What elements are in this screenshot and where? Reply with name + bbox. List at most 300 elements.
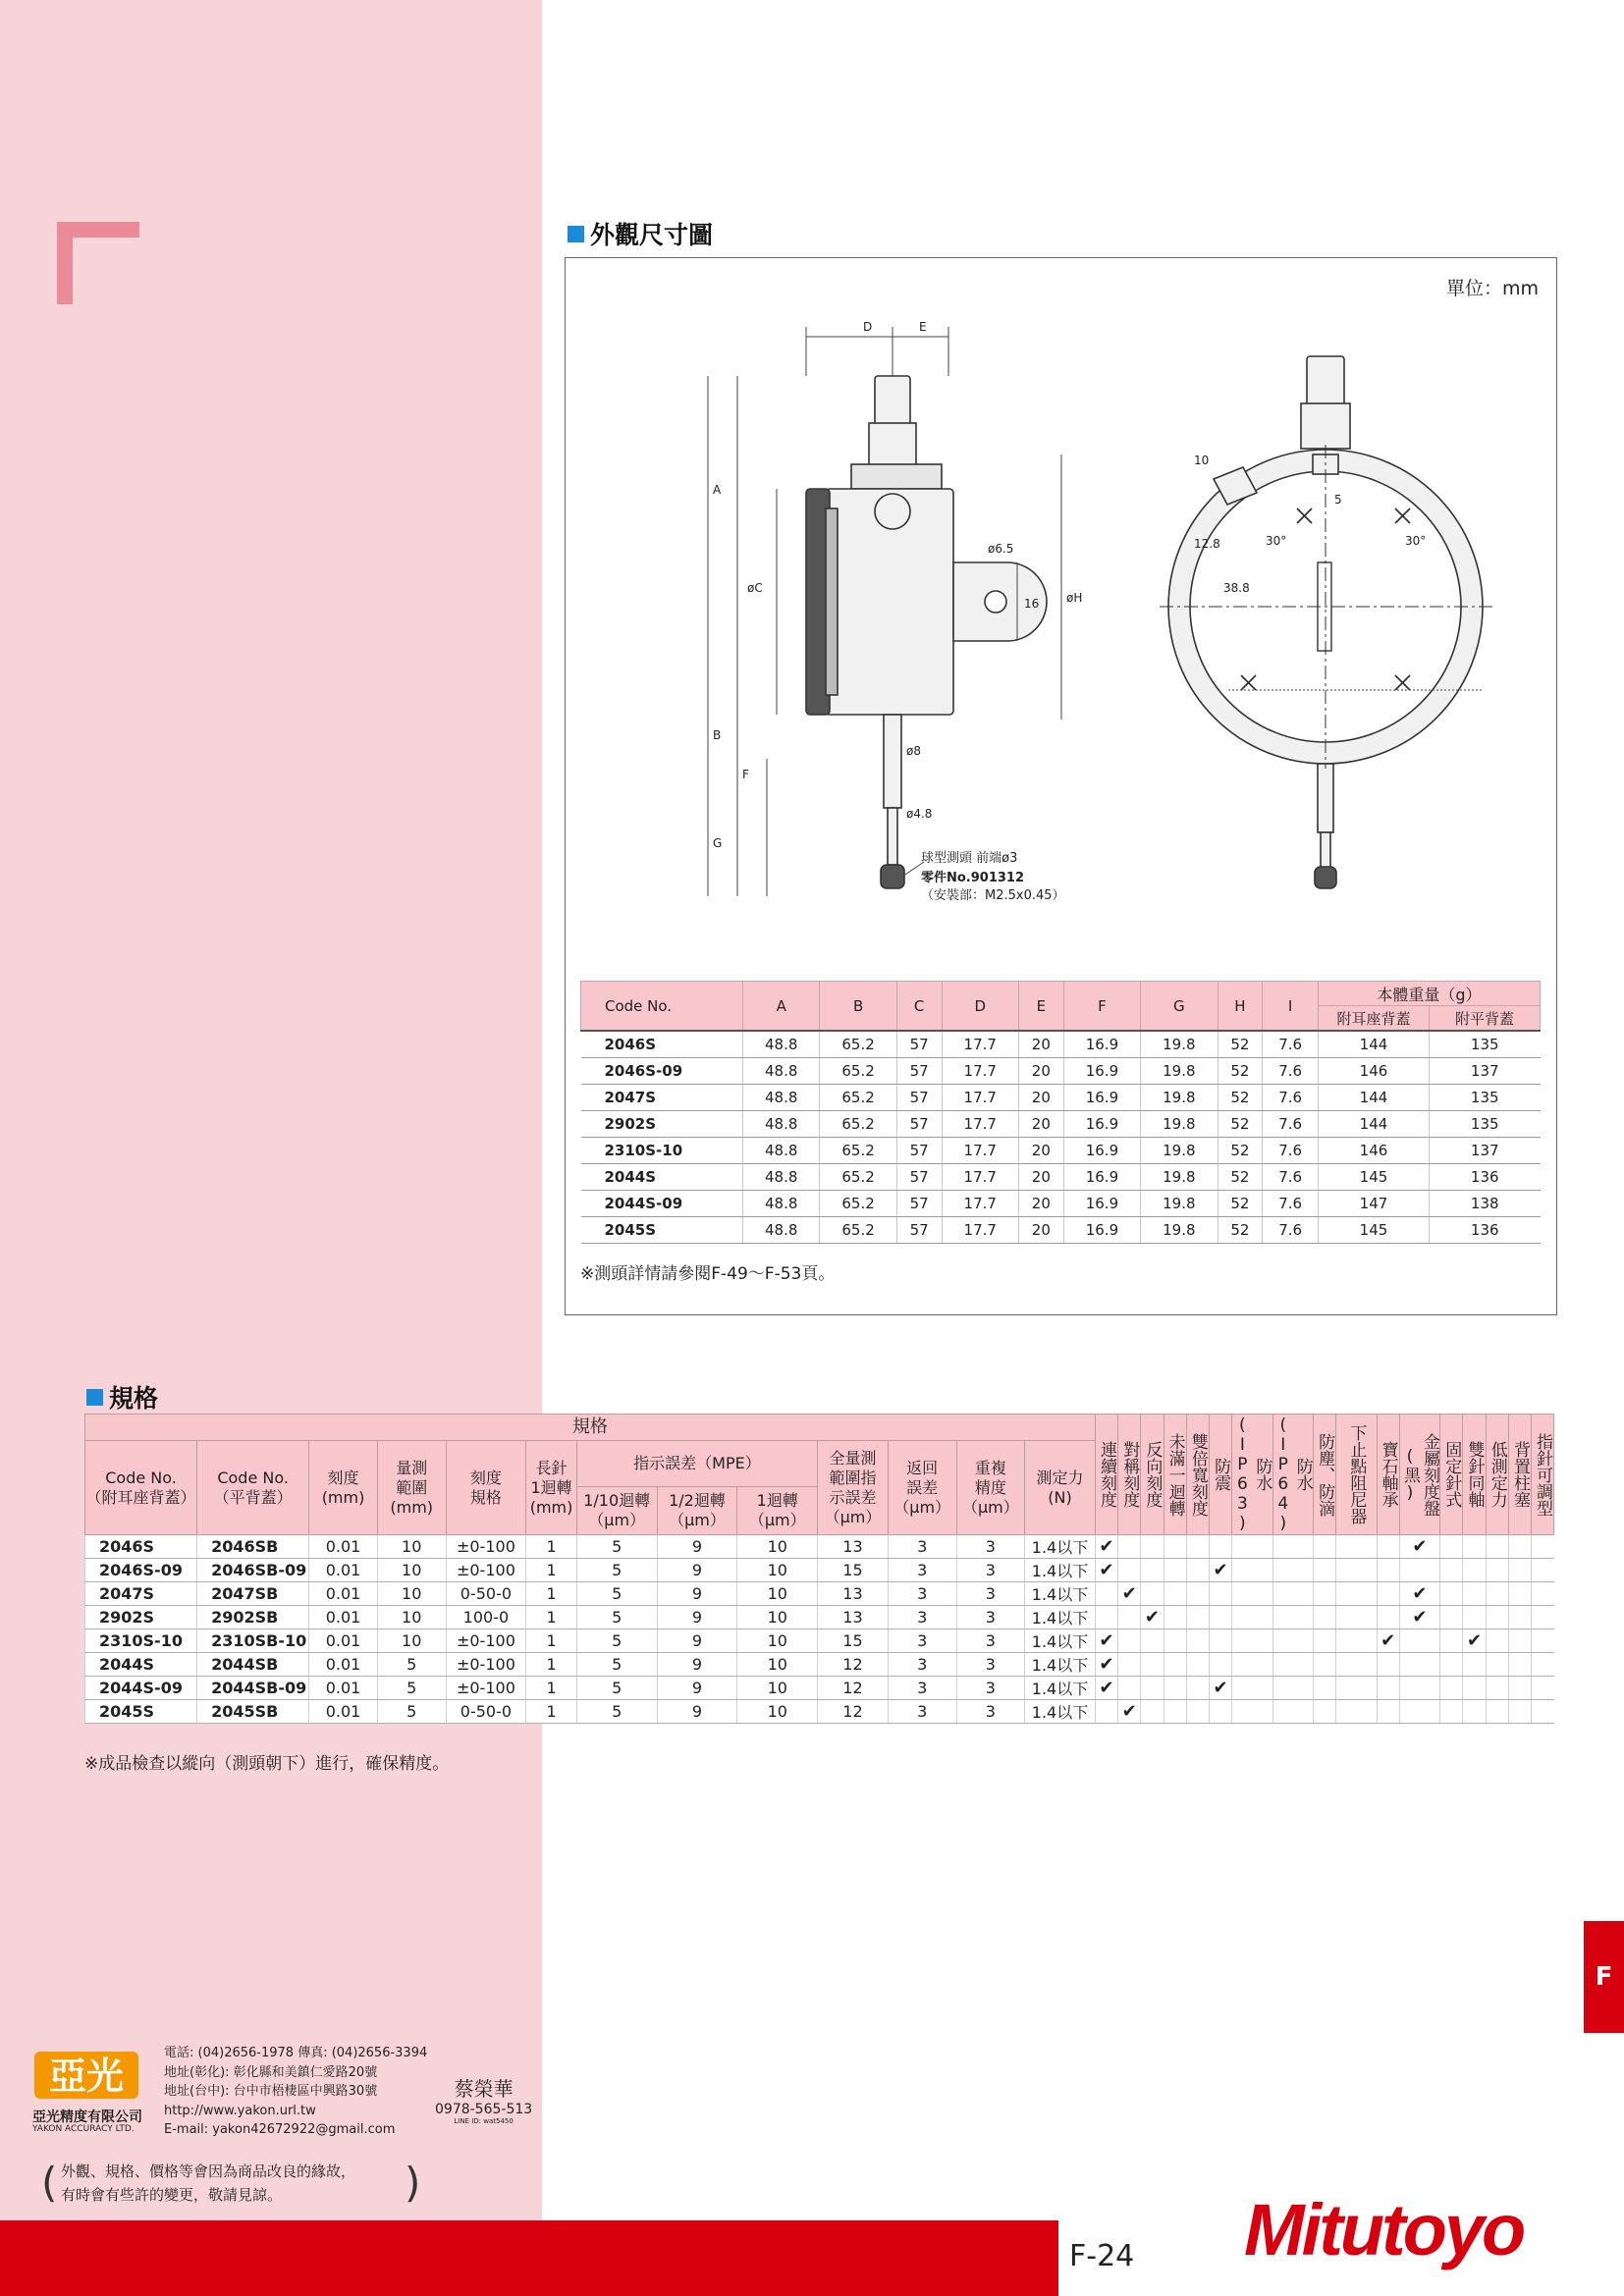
feature-check-cell	[1272, 1582, 1313, 1606]
value-cell: 65.2	[820, 1058, 896, 1085]
feature-check-cell	[1508, 1535, 1531, 1559]
value-cell: 65.2	[820, 1191, 896, 1217]
feature-check-cell	[1377, 1677, 1399, 1700]
code-cell: 2902S	[85, 1606, 197, 1629]
value-cell: 10	[737, 1606, 818, 1629]
value-cell: 0-50-0	[446, 1582, 526, 1606]
value-cell: 17.7	[942, 1085, 1018, 1111]
value-cell: 20	[1018, 1217, 1063, 1244]
value-cell: 15	[818, 1629, 889, 1653]
value-cell: 5	[576, 1700, 657, 1724]
value-cell: 5	[377, 1700, 446, 1724]
value-cell: 16.9	[1063, 1217, 1140, 1244]
value-cell: ±0-100	[446, 1629, 526, 1653]
feature-check-cell	[1532, 1677, 1554, 1700]
value-cell: 1.4以下	[1025, 1559, 1096, 1582]
value-cell: 3	[888, 1535, 956, 1559]
feature-check-cell	[1232, 1700, 1272, 1724]
feature-col: 下止點阻尼器	[1336, 1415, 1377, 1535]
value-cell: 5	[576, 1629, 657, 1653]
value-cell: 0.01	[309, 1606, 378, 1629]
value-cell: 1.4以下	[1025, 1629, 1096, 1653]
feature-check-cell	[1313, 1629, 1335, 1653]
value-cell: 19.8	[1141, 1058, 1218, 1085]
value-cell: 136	[1430, 1164, 1541, 1191]
table-row	[581, 1111, 1541, 1138]
feature-col: 反向刻度	[1141, 1415, 1164, 1535]
feature-check-cell	[1313, 1559, 1335, 1582]
value-cell: 65.2	[820, 1164, 896, 1191]
feature-check-cell	[1486, 1677, 1508, 1700]
value-cell: 9	[657, 1629, 737, 1653]
table-row	[581, 1031, 1541, 1058]
feature-check-cell	[1532, 1629, 1554, 1653]
feature-check-cell	[1141, 1582, 1164, 1606]
feature-check-cell	[1232, 1559, 1272, 1582]
feature-check-cell	[1532, 1653, 1554, 1677]
value-cell: 48.8	[743, 1164, 820, 1191]
value-cell: 57	[896, 1111, 942, 1138]
feature-col: 對稱刻度	[1118, 1415, 1141, 1535]
feature-check-cell: ✔	[1209, 1677, 1231, 1700]
feature-check-cell	[1508, 1700, 1531, 1724]
value-cell: 146	[1319, 1058, 1430, 1085]
dim-label-b: B	[713, 728, 722, 742]
code-cell: 2045SB	[197, 1700, 309, 1724]
table-row	[85, 1677, 1554, 1700]
value-cell: 3	[888, 1606, 956, 1629]
code-cell: 2046SB	[197, 1535, 309, 1559]
dim-label-16: 16	[1024, 597, 1040, 611]
feature-check-cell	[1232, 1582, 1272, 1606]
feature-col: 連續刻度	[1095, 1415, 1117, 1535]
code-cell: 2044SB	[197, 1653, 309, 1677]
value-cell: 0-50-0	[446, 1700, 526, 1724]
value-cell: 10	[737, 1629, 818, 1653]
value-cell: 3	[888, 1700, 956, 1724]
feature-check-cell	[1486, 1535, 1508, 1559]
feature-col: 寶石軸承	[1377, 1415, 1399, 1535]
code-cell: 2310S-10	[581, 1138, 743, 1164]
value-cell: 10	[737, 1535, 818, 1559]
chapter-tab: F	[1584, 1921, 1624, 2033]
value-cell: 1	[526, 1535, 576, 1559]
feature-check-cell	[1508, 1606, 1531, 1629]
code-cell: 2044S	[85, 1653, 197, 1677]
table-row	[85, 1535, 1554, 1559]
value-cell: 0.01	[309, 1653, 378, 1677]
value-cell: 1.4以下	[1025, 1582, 1096, 1606]
feature-check-cell	[1399, 1559, 1439, 1582]
feature-check-cell	[1440, 1677, 1463, 1700]
value-cell: 65.2	[820, 1217, 896, 1244]
dim-label-d: D	[863, 320, 873, 334]
value-cell: 3	[888, 1582, 956, 1606]
value-cell: 65.2	[820, 1138, 896, 1164]
value-cell: 10	[737, 1559, 818, 1582]
feature-col: 雙針同軸	[1463, 1415, 1486, 1535]
dim-label-5: 5	[1334, 493, 1342, 507]
value-cell: 10	[737, 1653, 818, 1677]
feature-check-cell	[1336, 1582, 1377, 1606]
feature-check-cell	[1377, 1535, 1399, 1559]
brand-logo: Mitutoyo	[1244, 2189, 1524, 2270]
feature-check-cell	[1095, 1700, 1117, 1724]
value-cell: 52	[1218, 1138, 1263, 1164]
value-cell: 10	[377, 1606, 446, 1629]
feature-check-cell	[1336, 1700, 1377, 1724]
value-cell: 10	[737, 1700, 818, 1724]
value-cell: 5	[576, 1677, 657, 1700]
value-cell: 7.6	[1263, 1085, 1319, 1111]
feature-check-cell	[1336, 1606, 1377, 1629]
dim-label-f: F	[742, 768, 749, 781]
feature-check-cell	[1232, 1606, 1272, 1629]
feature-check-cell	[1463, 1677, 1486, 1700]
feature-check-cell	[1186, 1677, 1209, 1700]
value-cell: 7.6	[1263, 1138, 1319, 1164]
code-cell: 2047S	[581, 1085, 743, 1111]
value-cell: 19.8	[1141, 1111, 1218, 1138]
feature-check-cell	[1486, 1653, 1508, 1677]
value-cell: 20	[1018, 1138, 1063, 1164]
value-cell: 17.7	[942, 1031, 1018, 1058]
value-cell: 65.2	[820, 1031, 896, 1058]
feature-check-cell	[1118, 1653, 1141, 1677]
probe-note-1: 球型測頭 前端ø3	[921, 851, 1018, 866]
value-cell: 3	[956, 1559, 1025, 1582]
value-cell: 19.8	[1141, 1217, 1218, 1244]
value-cell: 3	[956, 1677, 1025, 1700]
value-cell: 10	[377, 1535, 446, 1559]
value-cell: 147	[1319, 1191, 1430, 1217]
feature-check-cell	[1486, 1606, 1508, 1629]
probe-note: ※測頭詳情請參閱F-49～F-53頁。	[580, 1264, 836, 1284]
feature-check-cell	[1186, 1653, 1209, 1677]
value-cell: 16.9	[1063, 1111, 1140, 1138]
value-cell: 5	[576, 1559, 657, 1582]
value-cell: ±0-100	[446, 1535, 526, 1559]
code-cell: 2045S	[85, 1700, 197, 1724]
probe-note-3: （安裝部：M2.5x0.45）	[921, 888, 1065, 903]
value-cell: 1	[526, 1700, 576, 1724]
feature-check-cell	[1336, 1559, 1377, 1582]
value-cell: 9	[657, 1582, 737, 1606]
feature-check-cell	[1209, 1606, 1231, 1629]
table-row	[85, 1582, 1554, 1606]
value-cell: 0.01	[309, 1629, 378, 1653]
value-cell: 3	[956, 1535, 1025, 1559]
company-name-cn: 亞光精度有限公司	[32, 2109, 142, 2125]
website-link[interactable]: http://www.yakon.url.tw	[164, 2103, 316, 2118]
value-cell: 0.01	[309, 1559, 378, 1582]
feature-check-cell	[1508, 1582, 1531, 1606]
feature-check-cell	[1141, 1629, 1164, 1653]
table-row	[581, 1191, 1541, 1217]
feature-check-cell	[1377, 1700, 1399, 1724]
feature-check-cell	[1209, 1653, 1231, 1677]
value-cell: 5	[576, 1606, 657, 1629]
feature-check-cell	[1095, 1606, 1117, 1629]
value-cell: 52	[1218, 1164, 1263, 1191]
company-logo	[32, 2048, 140, 2103]
value-cell: 1	[526, 1606, 576, 1629]
code-cell: 2046S-09	[581, 1058, 743, 1085]
value-cell: 20	[1018, 1111, 1063, 1138]
feature-col: 雙倍寬刻度	[1186, 1415, 1209, 1535]
code-cell: 2047SB	[197, 1582, 309, 1606]
feature-check-cell: ✔	[1399, 1606, 1439, 1629]
section-title-dimensions: 外觀尺寸圖	[568, 216, 713, 251]
value-cell: 16.9	[1063, 1191, 1140, 1217]
value-cell: 137	[1430, 1058, 1541, 1085]
feature-check-cell	[1377, 1653, 1399, 1677]
feature-check-cell	[1313, 1535, 1335, 1559]
value-cell: 12	[818, 1653, 889, 1677]
value-cell: 1	[526, 1677, 576, 1700]
value-cell: 16.9	[1063, 1085, 1140, 1111]
feature-check-cell	[1440, 1559, 1463, 1582]
dim-label-388: 38.8	[1223, 581, 1250, 595]
feature-check-cell	[1164, 1653, 1186, 1677]
value-cell: 7.6	[1263, 1111, 1319, 1138]
feature-check-cell	[1118, 1535, 1141, 1559]
value-cell: 3	[956, 1700, 1025, 1724]
value-cell: 20	[1018, 1058, 1063, 1085]
feature-check-cell	[1313, 1653, 1335, 1677]
value-cell: 10	[737, 1677, 818, 1700]
value-cell: 5	[576, 1653, 657, 1677]
value-cell: 9	[657, 1677, 737, 1700]
section-title-specs: 規格	[86, 1379, 158, 1415]
code-cell: 2310SB-10	[197, 1629, 309, 1653]
value-cell: 17.7	[942, 1138, 1018, 1164]
feature-check-cell	[1463, 1535, 1486, 1559]
feature-check-cell	[1232, 1629, 1272, 1653]
feature-check-cell	[1486, 1559, 1508, 1582]
feature-check-cell	[1141, 1535, 1164, 1559]
value-cell: 10	[737, 1582, 818, 1606]
value-cell: 137	[1430, 1138, 1541, 1164]
code-cell: 2044S-09	[85, 1677, 197, 1700]
dim-label-a: A	[713, 483, 722, 497]
feature-check-cell	[1440, 1653, 1463, 1677]
value-cell: 5	[576, 1582, 657, 1606]
dim-label-128: 12.8	[1194, 537, 1220, 551]
feature-check-cell	[1186, 1559, 1209, 1582]
value-cell: ±0-100	[446, 1677, 526, 1700]
value-cell: 5	[377, 1677, 446, 1700]
value-cell: ±0-100	[446, 1559, 526, 1582]
feature-check-cell	[1532, 1700, 1554, 1724]
value-cell: 57	[896, 1138, 942, 1164]
feature-check-cell	[1209, 1700, 1231, 1724]
feature-check-cell	[1313, 1677, 1335, 1700]
value-cell: 1	[526, 1582, 576, 1606]
feature-check-cell	[1209, 1535, 1231, 1559]
value-cell: 1.4以下	[1025, 1653, 1096, 1677]
value-cell: 135	[1430, 1085, 1541, 1111]
feature-check-cell	[1272, 1677, 1313, 1700]
blue-square-icon	[86, 1389, 103, 1406]
value-cell: 52	[1218, 1217, 1263, 1244]
feature-check-cell	[1141, 1677, 1164, 1700]
code-cell: 2044S	[581, 1164, 743, 1191]
feature-check-cell	[1486, 1582, 1508, 1606]
value-cell: 1.4以下	[1025, 1700, 1096, 1724]
value-cell: 17.7	[942, 1191, 1018, 1217]
feature-check-cell	[1377, 1606, 1399, 1629]
value-cell: 9	[657, 1606, 737, 1629]
value-cell: 57	[896, 1191, 942, 1217]
code-cell: 2310S-10	[85, 1629, 197, 1653]
feature-check-cell	[1186, 1629, 1209, 1653]
value-cell: 10	[377, 1559, 446, 1582]
value-cell: 65.2	[820, 1111, 896, 1138]
table-row	[581, 1138, 1541, 1164]
feature-check-cell	[1377, 1559, 1399, 1582]
value-cell: 19.8	[1141, 1191, 1218, 1217]
value-cell: 144	[1319, 1085, 1430, 1111]
feature-check-cell	[1141, 1653, 1164, 1677]
dim-label-d65: ø6.5	[988, 542, 1014, 556]
value-cell: 1	[526, 1653, 576, 1677]
value-cell: 3	[956, 1653, 1025, 1677]
table-row	[581, 1085, 1541, 1111]
feature-check-cell	[1186, 1535, 1209, 1559]
feature-check-cell	[1463, 1653, 1486, 1677]
feature-check-cell	[1272, 1559, 1313, 1582]
feature-check-cell	[1399, 1629, 1439, 1653]
feature-col: 固定針式	[1440, 1415, 1463, 1535]
value-cell: 16.9	[1063, 1138, 1140, 1164]
value-cell: 48.8	[743, 1217, 820, 1244]
dim-label-30-right: 30°	[1405, 534, 1427, 548]
feature-col: 防塵、防滴	[1313, 1415, 1335, 1535]
feature-check-cell: ✔	[1399, 1582, 1439, 1606]
feature-check-cell	[1313, 1606, 1335, 1629]
dim-label-10: 10	[1194, 454, 1210, 467]
value-cell: 145	[1319, 1164, 1430, 1191]
feature-check-cell	[1164, 1535, 1186, 1559]
feature-check-cell	[1486, 1629, 1508, 1653]
feature-check-cell	[1164, 1629, 1186, 1653]
feature-col: 金屬刻度盤(黑)	[1399, 1415, 1439, 1535]
value-cell: 1.4以下	[1025, 1606, 1096, 1629]
feature-col: 指針可調型	[1532, 1415, 1554, 1535]
value-cell: 10	[377, 1582, 446, 1606]
bottom-red-bar	[0, 2220, 1058, 2296]
feature-check-cell	[1095, 1582, 1117, 1606]
feature-check-cell	[1164, 1606, 1186, 1629]
value-cell: 57	[896, 1058, 942, 1085]
unit-label: 單位：mm	[1445, 278, 1539, 299]
value-cell: 9	[657, 1535, 737, 1559]
code-cell: 2044SB-09	[197, 1677, 309, 1700]
page-number: F-24	[1069, 2239, 1135, 2273]
feature-check-cell	[1272, 1653, 1313, 1677]
feature-check-cell	[1399, 1653, 1439, 1677]
disclaimer: ( 外觀、規格、價格等會因為商品改良的緣故， 有時會有些許的變更，敬請見諒。 )	[41, 2159, 421, 2207]
feature-check-cell	[1118, 1559, 1141, 1582]
table-row	[85, 1629, 1554, 1653]
feature-check-cell	[1377, 1582, 1399, 1606]
value-cell: 10	[377, 1629, 446, 1653]
feature-check-cell	[1336, 1653, 1377, 1677]
feature-check-cell	[1508, 1677, 1531, 1700]
email-link[interactable]: E-mail: yakon42672922@gmail.com	[164, 2122, 396, 2137]
table-row	[85, 1700, 1554, 1724]
feature-check-cell	[1164, 1582, 1186, 1606]
value-cell: 5	[576, 1535, 657, 1559]
value-cell: 138	[1430, 1191, 1541, 1217]
value-cell: 0.01	[309, 1582, 378, 1606]
feature-check-cell	[1532, 1582, 1554, 1606]
table-row	[581, 1164, 1541, 1191]
feature-check-cell	[1463, 1559, 1486, 1582]
feature-check-cell	[1141, 1700, 1164, 1724]
value-cell: 48.8	[743, 1031, 820, 1058]
feature-check-cell	[1399, 1677, 1439, 1700]
value-cell: 57	[896, 1085, 942, 1111]
feature-check-cell	[1532, 1606, 1554, 1629]
feature-check-cell	[1209, 1582, 1231, 1606]
value-cell: 48.8	[743, 1138, 820, 1164]
feature-check-cell	[1463, 1606, 1486, 1629]
dim-label-h: øH	[1066, 591, 1083, 605]
feature-check-cell	[1272, 1629, 1313, 1653]
feature-check-cell	[1336, 1535, 1377, 1559]
value-cell: 48.8	[743, 1085, 820, 1111]
value-cell: 65.2	[820, 1085, 896, 1111]
weight-header: 本體重量（g）	[1319, 982, 1541, 1006]
value-cell: 3	[888, 1653, 956, 1677]
dim-label-e: E	[919, 320, 927, 334]
value-cell: 3	[956, 1606, 1025, 1629]
value-cell: 7.6	[1263, 1031, 1319, 1058]
value-cell: 12	[818, 1677, 889, 1700]
code-cell: 2045S	[581, 1217, 743, 1244]
feature-check-cell	[1164, 1677, 1186, 1700]
code-cell: 2044S-09	[581, 1191, 743, 1217]
value-cell: 16.9	[1063, 1164, 1140, 1191]
value-cell: 7.6	[1263, 1191, 1319, 1217]
value-cell: 52	[1218, 1031, 1263, 1058]
value-cell: 3	[888, 1559, 956, 1582]
value-cell: 0.01	[309, 1700, 378, 1724]
dim-label-d48: ø4.8	[906, 807, 933, 821]
company-name-en: YAKON ACCURACY LTD.	[32, 2124, 135, 2134]
code-cell: 2046S-09	[85, 1559, 197, 1582]
code-cell: 2046S	[581, 1031, 743, 1058]
value-cell: 57	[896, 1217, 942, 1244]
feature-check-cell: ✔	[1095, 1559, 1117, 1582]
value-cell: 9	[657, 1653, 737, 1677]
feature-check-cell	[1164, 1559, 1186, 1582]
value-cell: 19.8	[1141, 1085, 1218, 1111]
table-row	[85, 1606, 1554, 1629]
value-cell: 146	[1319, 1138, 1430, 1164]
value-cell: 48.8	[743, 1058, 820, 1085]
feature-check-cell: ✔	[1209, 1559, 1231, 1582]
feature-check-cell	[1532, 1535, 1554, 1559]
value-cell: 3	[888, 1629, 956, 1653]
blue-square-icon	[568, 226, 584, 242]
value-cell: 0.01	[309, 1535, 378, 1559]
value-cell: 57	[896, 1164, 942, 1191]
value-cell: 1.4以下	[1025, 1535, 1096, 1559]
value-cell: 3	[956, 1629, 1025, 1653]
